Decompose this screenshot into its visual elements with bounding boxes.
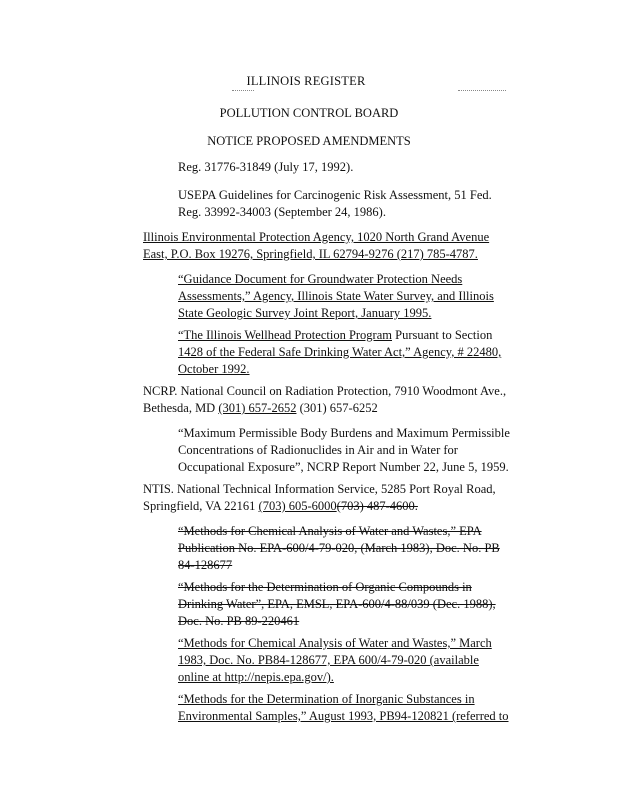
wellhead-line-2: 1428 of the Federal Safe Drinking Water Act,” Agency, # 22480, <box>178 345 502 359</box>
ntis-line-1: NTIS. National Technical Information Service, 5285 Port Royal Road, <box>143 482 496 496</box>
ncrp-new-phone: (301) 657-2652 <box>218 401 297 415</box>
usepa-line-2: Reg. 33992-34003 (September 24, 1986). <box>178 205 386 219</box>
ncrp-line-1: NCRP. National Council on Radiation Protection, 7910 Woodmont Ave., <box>143 384 507 398</box>
reg-citation <box>178 159 353 176</box>
del1-line-2: Publication No. EPA-600/4-79-020, (March 1983), Doc. No. PB <box>178 541 500 555</box>
ntis-old-phone: (703) 487-4600. <box>336 499 418 513</box>
del2-line-3: Doc. No. PB 89-220461 <box>178 614 300 628</box>
del2-line-1: “Methods for the Determination of Organic Compounds in <box>178 580 472 594</box>
added-methods-inorganic <box>178 691 509 725</box>
added-methods-chemical <box>178 635 492 686</box>
max-line-3: Occupational Exposure”, NCRP Report Number 22, June 5, 1959. <box>178 460 509 474</box>
ncrp-old-phone: (301) 657-6252 <box>296 401 378 415</box>
guidance-reference <box>178 271 494 322</box>
new1-line-3: online at http://nepis.epa.gov/). <box>178 670 334 684</box>
guidance-line-2: Assessments,” Agency, Illinois State Water Survey, and Illinois <box>178 289 494 303</box>
iepa-line-2: East, P.O. Box 19276, Springfield, IL 62794-9276 (217) 785-4787. <box>143 247 478 261</box>
guidance-line-3: State Geologic Survey Joint Report, January 1995. <box>178 306 432 320</box>
new2-line-2: Environmental Samples,” August 1993, PB94-120821 (referred to <box>178 709 509 723</box>
new1-line-2: 1983, Doc. No. PB84-128677, EPA 600/4-79-020 (available <box>178 653 479 667</box>
deleted-methods-organic <box>178 579 496 630</box>
deleted-methods-chemical <box>178 523 500 574</box>
del2-line-2: Drinking Water”, EPA, EMSL, EPA-600/4-88/039 (Dec. 1988), <box>178 597 496 611</box>
del1-line-1: “Methods for Chemical Analysis of Water and Wastes,” EPA <box>178 524 482 538</box>
board-title: POLLUTION CONTROL BOARD <box>219 106 399 120</box>
header-rule-left <box>232 90 254 91</box>
del1-line-3: 84-128677 <box>178 558 233 572</box>
wellhead-line-1 <box>178 327 501 344</box>
new2-line-1: “Methods for the Determination of Inorganic Substances in <box>178 692 475 706</box>
ntis-line-2 <box>143 498 496 515</box>
ntis-city: Springfield, VA 22161 <box>143 499 259 513</box>
max-permissible-reference <box>178 425 510 476</box>
usepa-line-1: USEPA Guidelines for Carcinogenic Risk Assessment, 51 Fed. <box>178 188 492 202</box>
wellhead-reference <box>178 327 501 378</box>
ntis-new-phone: (703) 605-6000 <box>258 499 337 513</box>
wellhead-line-3: October 1992. <box>178 362 250 376</box>
new1-line-1: “Methods for Chemical Analysis of Water and Wastes,” March <box>178 636 492 650</box>
max-line-2: Concentrations of Radionuclides in Air and in Water for <box>178 443 458 457</box>
reg-citation-line: Reg. 31776-31849 (July 17, 1992). <box>178 160 354 174</box>
header-rule-right <box>458 90 506 91</box>
guidance-line-1: “Guidance Document for Groundwater Protection Needs <box>178 272 463 286</box>
wellhead-line-1-title: “The Illinois Wellhead Protection Program <box>178 328 392 342</box>
iepa-entry <box>143 229 489 263</box>
ntis-entry <box>143 481 496 515</box>
ncrp-line-2 <box>143 400 506 417</box>
max-line-1: “Maximum Permissible Body Burdens and Maximum Permissible <box>178 426 510 440</box>
wellhead-line-1-rest: Pursuant to Section <box>392 328 493 342</box>
ncrp-entry <box>143 383 506 417</box>
ncrp-city: Bethesda, MD <box>143 401 219 415</box>
register-title: ILLINOIS REGISTER <box>246 74 366 88</box>
iepa-line-1: Illinois Environmental Protection Agency, 1020 North Grand Avenue <box>143 230 490 244</box>
notice-title: NOTICE PROPOSED AMENDMENTS <box>207 134 411 148</box>
usepa-reference <box>178 187 492 221</box>
